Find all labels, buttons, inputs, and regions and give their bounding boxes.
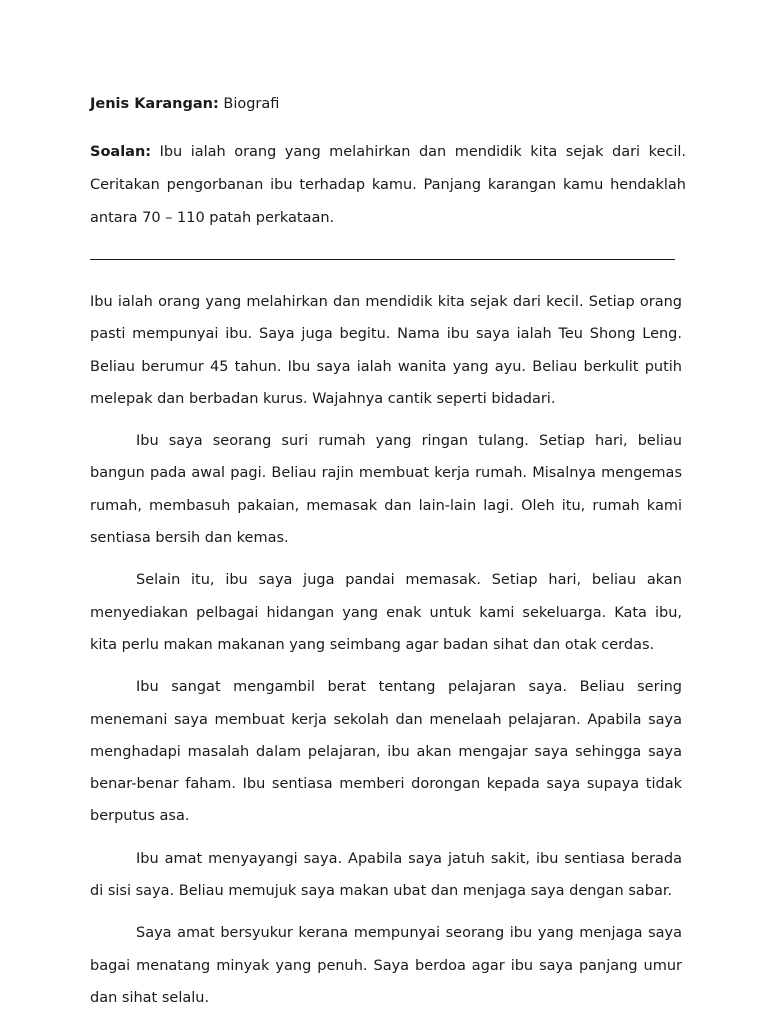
essay-type-label: Jenis Karangan: <box>90 96 219 112</box>
essay-body <box>90 286 682 1024</box>
essay-paragraph-5: Ibu amat menyayangi saya. Apabila saya jatuh sakit, ibu sentiasa berada di sisi saya. Beliau memujuk saya makan ubat dan menjaga saya dengan sabar. <box>90 850 682 900</box>
essay-paragraph-4: Ibu sangat mengambil berat tentang pelajaran saya. Beliau sering menemani saya membuat kerja sekolah dan menelaah pelajaran. Apabila saya menghadapi masalah dalam pelajaran, ibu akan mengajar saya sehingga saya benar-benar faham. Ibu sentiasa memberi dorongan kepada saya supaya tidak berputus asa. <box>90 679 682 825</box>
question-label: Soalan: <box>90 144 152 160</box>
question-text: Ibu ialah orang yang melahirkan dan mendidik kita sejak dari kecil. Ceritakan pengorbanan ibu terhadap kamu. Panjang karangan kamu hendaklah antara 70 – 110 patah perkataan. <box>90 144 687 226</box>
essay-paragraph-6: Saya amat bersyukur kerana mempunyai seorang ibu yang menjaga saya bagai menatang minyak yang penuh. Saya berdoa agar ibu saya panjang umur dan sihat selalu. <box>90 925 682 1006</box>
essay-paragraph-3: Selain itu, ibu saya juga pandai memasak. Setiap hari, beliau akan menyediakan pelbagai hidangan yang enak untuk kami sekeluarga. Kata ibu, kita perlu makan makanan yang seimbang agar badan sihat dan otak cerdas. <box>90 572 682 653</box>
separator-line <box>90 259 675 260</box>
essay-paragraph-1: Ibu ialah orang yang melahirkan dan mendidik kita sejak dari kecil. Setiap orang pasti mempunyai ibu. Saya juga begitu. Nama ibu saya ialah Teu Shong Leng. Beliau berumur 45 tahun. Ibu saya ialah wanita yang ayu. Beliau berkulit putih melepak dan berbadan kurus. Wajahnya cantik seperti bidadari. <box>90 294 682 407</box>
essay-type-value: Biografi <box>223 96 280 112</box>
essay-paragraph-2: Ibu saya seorang suri rumah yang ringan tulang. Setiap hari, beliau bangun pada awal pagi. Beliau rajin membuat kerja rumah. Misalnya mengemas rumah, membasuh pakaian, memasak dan lain-lain lagi. Oleh itu, rumah kami sentiasa bersih dan kemas. <box>90 433 682 547</box>
question-block <box>90 136 686 235</box>
essay-type-line <box>90 94 279 114</box>
